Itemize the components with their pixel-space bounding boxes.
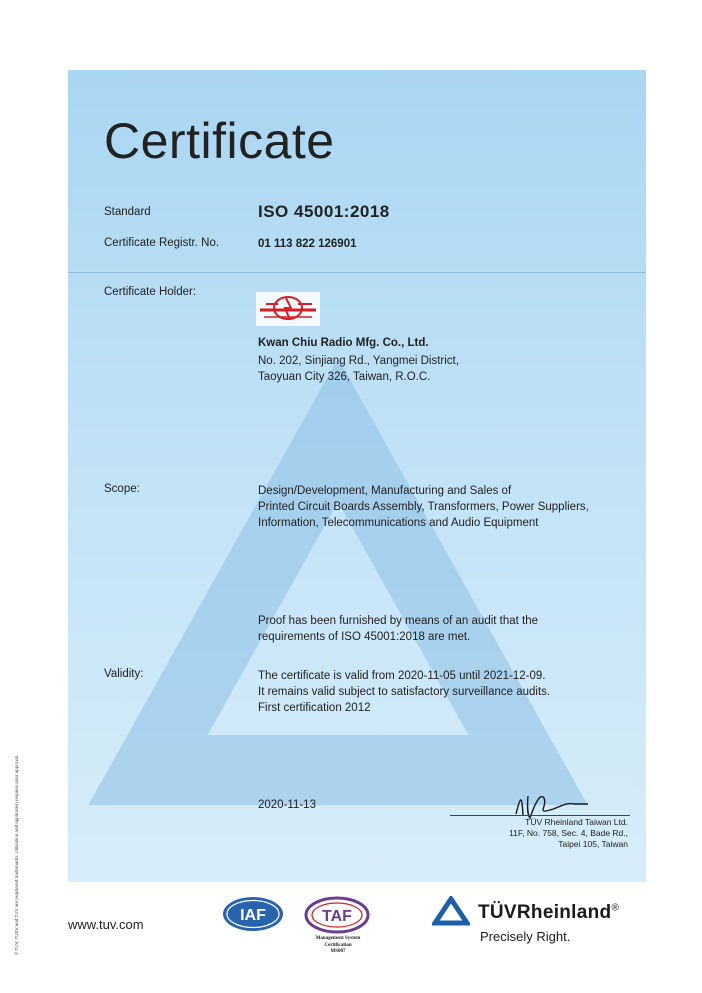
tuv-brand-name <box>478 902 619 924</box>
website-link[interactable]: www.tuv.com <box>68 917 144 932</box>
taf-caption <box>300 936 376 956</box>
divider <box>68 272 646 273</box>
taf-caption-line: Management System <box>315 936 361 941</box>
validity-line: The certificate is valid from 2020-11-05 until 2021-12-09. <box>258 670 546 682</box>
certificate-title: Certificate <box>104 113 335 169</box>
validity-label: Validity: <box>104 668 144 680</box>
issuer-block <box>448 817 628 850</box>
standard-value: ISO 45001:2018 <box>258 202 390 221</box>
registered-mark: ® <box>611 902 620 914</box>
iaf-logo <box>222 896 284 932</box>
proof-line: Proof has been furnished by means of an audit that the <box>258 615 539 627</box>
signature-line <box>450 815 630 816</box>
taf-logo <box>304 896 370 934</box>
registr-value: 01 113 822 126901 <box>258 238 357 250</box>
scope-line: Printed Circuit Boards Assembly, Transformers, Power Suppliers, <box>258 501 589 513</box>
tuv-slogan: Precisely Right. <box>480 929 571 944</box>
issuer-line: 11F, No. 758, Sec. 4, Bade Rd., <box>509 828 628 838</box>
taf-text: TAF <box>322 908 352 925</box>
registr-label: Certificate Registr. No. <box>104 237 220 249</box>
tuv-brand-text: TÜVRheinland <box>478 902 612 923</box>
certificate-panel <box>68 70 646 882</box>
holder-name: Kwan Chiu Radio Mfg. Co., Ltd. <box>258 337 429 349</box>
trademark-note: ® TÜV, TUEV and TUV are registered trademarks. Utilisation and application requires prior approval. <box>14 754 19 955</box>
holder-label: Certificate Holder: <box>104 286 197 298</box>
validity-line: It remains valid subject to satisfactory surveillance audits. <box>258 686 551 698</box>
scope-label: Scope: <box>104 483 140 495</box>
holder-address-line: No. 202, Sinjiang Rd., Yangmei District, <box>258 355 459 367</box>
company-logo <box>256 292 320 326</box>
issuer-line: TÜV Rheinland Taiwan Ltd. <box>525 817 628 827</box>
taf-caption-line: MS007 <box>330 949 346 954</box>
validity-line: First certification 2012 <box>258 702 371 714</box>
proof-line: requirements of ISO 45001:2018 are met. <box>258 631 471 643</box>
issuer-line: Taipei 105, Taiwan <box>558 839 628 849</box>
iaf-text: IAF <box>240 907 266 924</box>
tuv-triangle-icon <box>432 896 470 926</box>
holder-address-line: Taoyuan City 326, Taiwan, R.O.C. <box>258 371 431 383</box>
issue-date: 2020-11-13 <box>258 799 316 811</box>
standard-label: Standard <box>104 206 151 218</box>
taf-caption-line: Certification <box>324 942 352 948</box>
background-triangle-mark <box>68 70 646 882</box>
scope-line: Design/Development, Manufacturing and Sales of <box>258 485 512 497</box>
scope-line: Information, Telecommunications and Audio Equipment <box>258 517 539 529</box>
